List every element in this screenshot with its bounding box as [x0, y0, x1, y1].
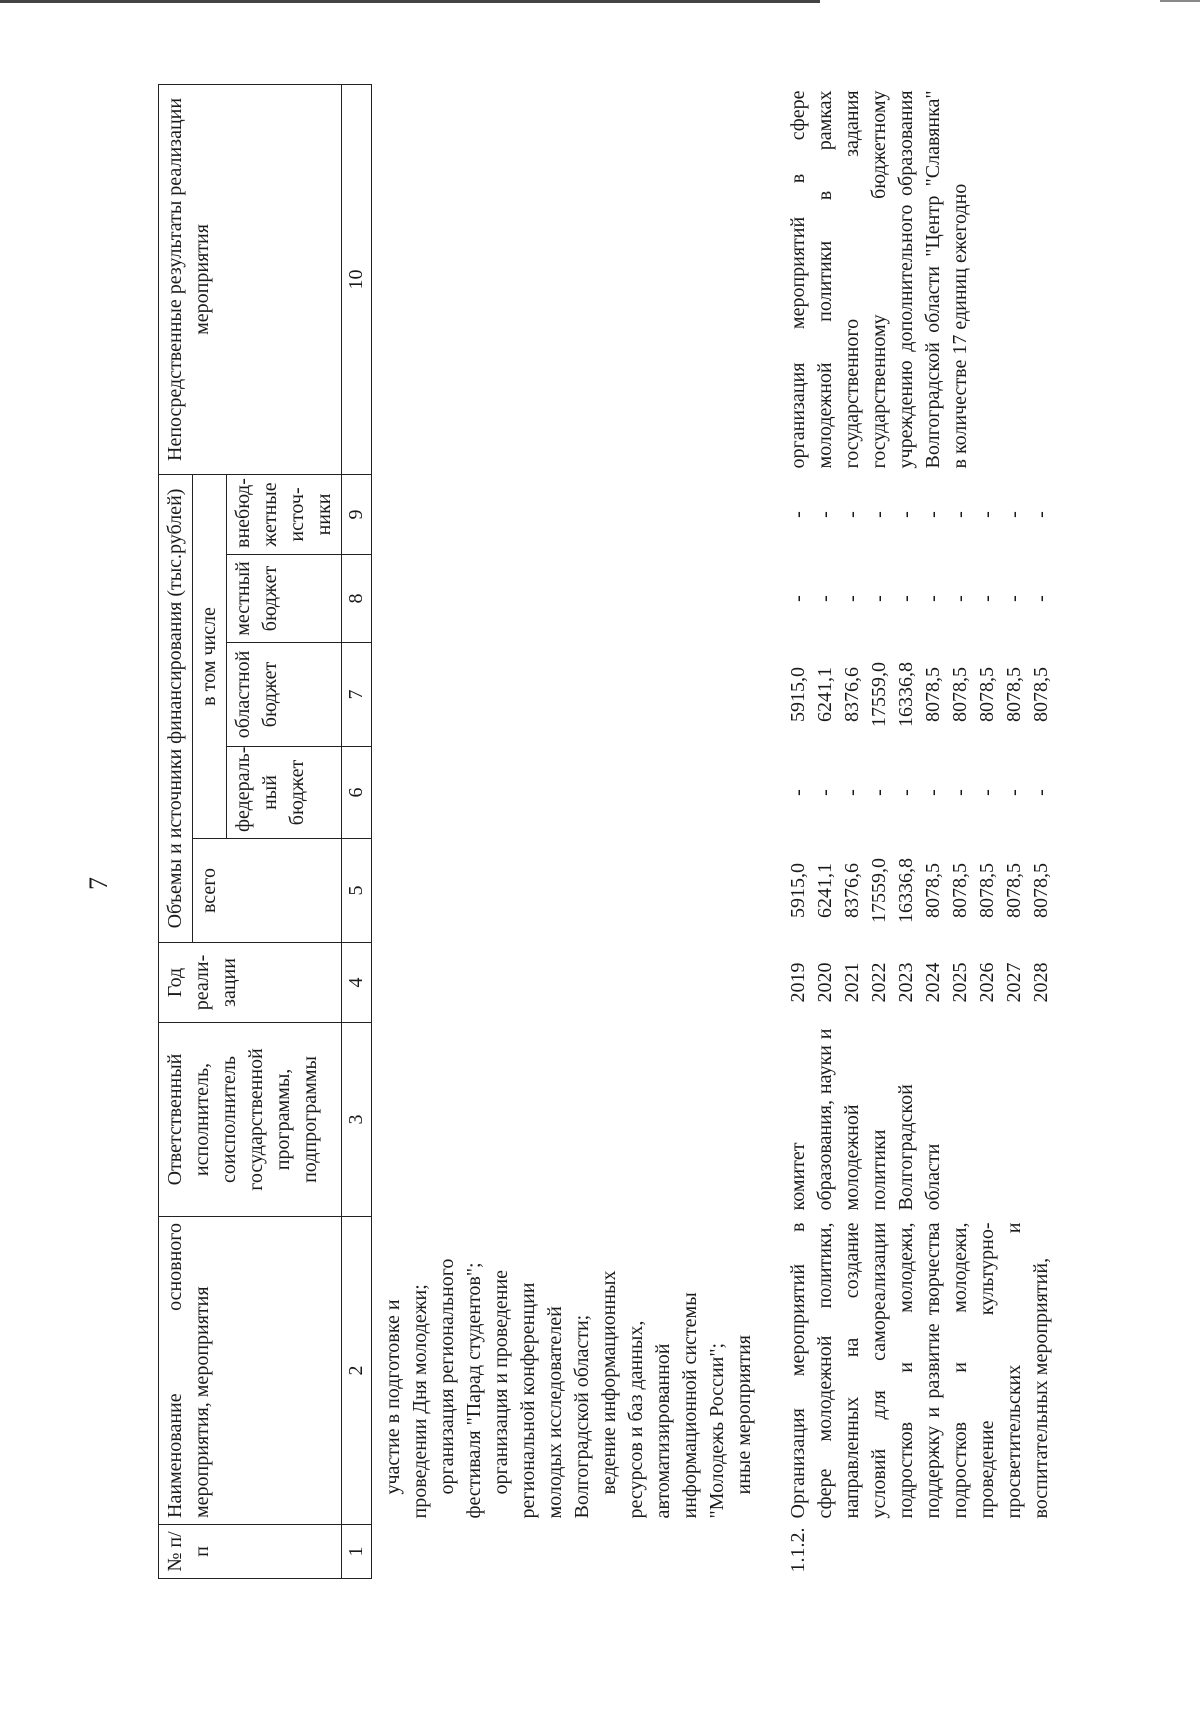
total-value: 5915,0: [787, 863, 809, 918]
header-federal: федераль-ный бюджет: [227, 747, 342, 839]
total-value: 6241,1: [814, 863, 836, 918]
header-incl: в том числе: [193, 474, 227, 838]
total-value: 8078,5: [949, 863, 971, 918]
header-funding: Объемы и источники финансирования (тыс.рублей): [159, 474, 193, 942]
row-local: [761, 555, 1058, 643]
row-total: [761, 839, 1058, 943]
header-extra: внебюд-жетные источ-ники: [227, 474, 342, 554]
local-value: -: [922, 595, 944, 602]
year-value: 2023: [895, 962, 917, 1003]
row-activities: [372, 1217, 762, 1525]
federal-value: -: [922, 789, 944, 796]
program-table: [158, 84, 1058, 1579]
column-number: 3: [342, 1023, 372, 1217]
total-value: 8078,5: [922, 863, 944, 918]
header-name: Наименование основного мероприятия, мероприятия: [159, 1217, 342, 1525]
header-num: № п/п: [159, 1525, 342, 1579]
row-regional: [761, 643, 1058, 747]
year-value: 2026: [976, 962, 998, 1003]
activity-item: иные мероприятия: [733, 1334, 755, 1495]
regional-value: 8078,5: [1030, 667, 1052, 722]
column-number: 4: [342, 943, 372, 1023]
total-value: 8078,5: [976, 863, 998, 918]
extra-value: -: [841, 511, 863, 518]
federal-value: -: [976, 789, 998, 796]
header-regional: областной бюджет: [227, 643, 342, 747]
activity-item: организация регионального фестиваля "Парад студентов";: [436, 1258, 485, 1519]
extra-value: -: [976, 511, 998, 518]
regional-value: 8078,5: [922, 667, 944, 722]
federal-value: -: [841, 789, 863, 796]
row-years: [761, 943, 1058, 1023]
activity-item: ведение информационных ресурсов и баз данных, автоматизированной информационной системы "Молодежь России";: [598, 1270, 728, 1519]
header-responsible: Ответственный исполнитель, соисполнитель государственной программы, подпрограммы: [159, 1023, 342, 1217]
regional-value: 8078,5: [949, 667, 971, 722]
table-row: [761, 84, 1058, 1578]
year-value: 2025: [949, 962, 971, 1003]
activity-item: организация и проведение региональной конференции молодых исследователей Волгоградской области;: [490, 1269, 593, 1519]
total-value: 16336,8: [895, 858, 917, 923]
local-value: -: [895, 595, 917, 602]
regional-value: 5915,0: [787, 667, 809, 722]
year-value: 2028: [1030, 962, 1052, 1003]
federal-value: -: [787, 789, 809, 796]
local-value: -: [787, 595, 809, 602]
year-value: 2024: [922, 962, 944, 1003]
table-row: [372, 84, 762, 1578]
column-number: 7: [342, 643, 372, 747]
extra-value: -: [895, 511, 917, 518]
extra-value: -: [1003, 511, 1025, 518]
local-value: -: [949, 595, 971, 602]
extra-value: -: [814, 511, 836, 518]
extra-value: -: [787, 511, 809, 518]
federal-value: -: [1030, 789, 1052, 796]
federal-value: -: [868, 789, 890, 796]
column-number: 5: [342, 839, 372, 943]
header-result: Непосредственные результаты реализации мероприятия: [159, 84, 342, 474]
header-year: Год реали-зации: [159, 943, 342, 1023]
federal-value: -: [949, 789, 971, 796]
federal-value: -: [1003, 789, 1025, 796]
column-number: 2: [342, 1217, 372, 1525]
total-value: 8376,6: [841, 863, 863, 918]
header-total: всего: [193, 839, 342, 943]
year-value: 2019: [787, 962, 809, 1003]
extra-value: -: [1030, 511, 1052, 518]
header-local: местный бюджет: [227, 555, 342, 643]
federal-value: -: [814, 789, 836, 796]
total-value: 8078,5: [1030, 863, 1052, 918]
total-value: 17559,0: [868, 858, 890, 923]
table-header: [159, 84, 342, 1578]
local-value: -: [1030, 595, 1052, 602]
year-value: 2020: [814, 962, 836, 1003]
row-name: Организация мероприятий в сфере молодежной политики, направленных на создание условий для самореализации подростков и молодежи, поддержку и развитие творчества подростков и молодежи, проведение культурно-просветительских и воспитательных мероприятий,: [787, 1222, 1052, 1519]
page-number: 7: [84, 877, 113, 890]
row-federal: [761, 747, 1058, 839]
column-number-row: [342, 84, 372, 1578]
local-value: -: [1003, 595, 1025, 602]
activity-item: участие в подготовке и проведении Дня молодежи;: [382, 1284, 431, 1519]
extra-value: -: [922, 511, 944, 518]
federal-value: -: [895, 789, 917, 796]
regional-value: 17559,0: [868, 662, 890, 727]
column-number: 10: [342, 84, 372, 474]
row-result: организация мероприятий в сфере молодежной политики в рамках государственного задания государственному бюджетному учреждению дополнительного образования Волгоградской области "Центр "Славянка" в количестве 17 единиц ежегодно: [787, 90, 971, 469]
local-value: -: [868, 595, 890, 602]
row-extra: [761, 474, 1058, 554]
year-value: 2022: [868, 962, 890, 1003]
regional-value: 16336,8: [895, 662, 917, 727]
extra-value: -: [868, 511, 890, 518]
regional-value: 8078,5: [976, 667, 998, 722]
row-responsible: комитет образования, науки и молодежной политики Волгоградской области: [787, 1028, 944, 1211]
extra-value: -: [949, 511, 971, 518]
row-code: 1.1.2.: [787, 1527, 809, 1573]
regional-value: 8376,6: [841, 667, 863, 722]
row-code: [372, 1525, 762, 1579]
regional-value: 6241,1: [814, 667, 836, 722]
column-number: 6: [342, 747, 372, 839]
column-number: 8: [342, 555, 372, 643]
year-value: 2021: [841, 962, 863, 1003]
local-value: -: [976, 595, 998, 602]
total-value: 8078,5: [1003, 863, 1025, 918]
local-value: -: [814, 595, 836, 602]
column-number: 1: [342, 1525, 372, 1579]
local-value: -: [841, 595, 863, 602]
column-number: 9: [342, 474, 372, 554]
regional-value: 8078,5: [1003, 667, 1025, 722]
year-value: 2027: [1003, 962, 1025, 1003]
